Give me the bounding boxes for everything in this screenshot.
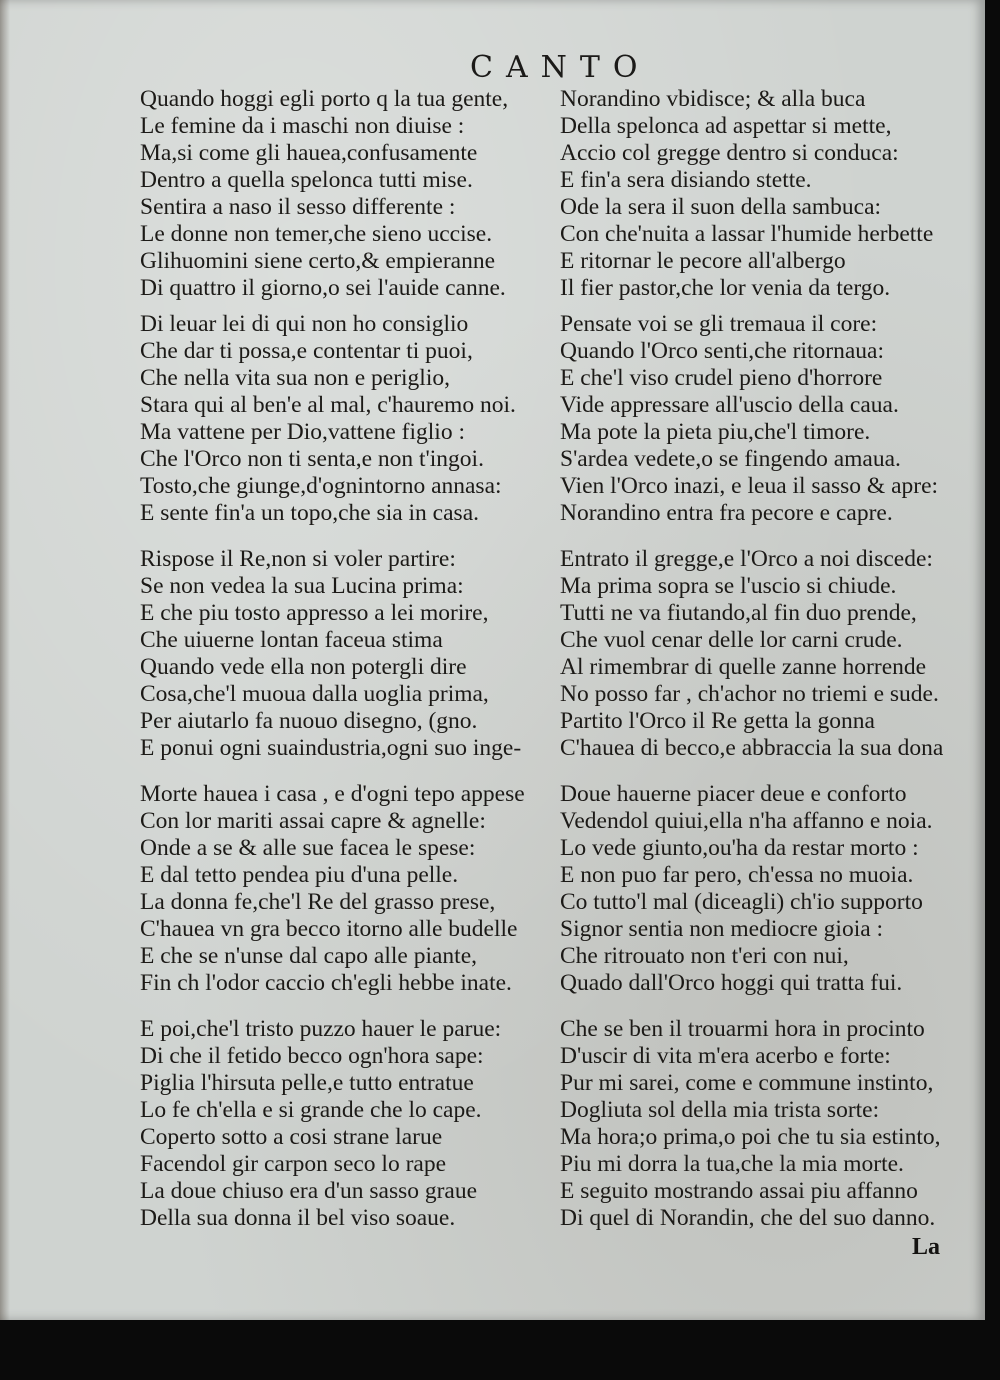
verse-line: Ma vattene per Dio,vattene figlio : xyxy=(140,419,465,445)
verse-line: Quando hoggi egli porto q la tua gente, xyxy=(140,86,509,112)
verse-line: Di quel di Norandin, che del suo danno. xyxy=(560,1205,936,1231)
stanza xyxy=(560,546,943,762)
verse-line: Lo vede giunto,ou'ha da restar morto : xyxy=(560,835,919,861)
verse-line: Vien l'Orco inazi, e leua il sasso & apre: xyxy=(560,473,939,499)
verse-line: Le femine da i maschi non diuise : xyxy=(140,113,465,139)
verse-line: Vide appressare all'uscio della caua. xyxy=(560,392,899,418)
verse-line: Per aiutarlo fa nuouo disegno, (gno. xyxy=(140,708,478,734)
verse-line: E seguito mostrando assai piu affanno xyxy=(560,1178,918,1204)
verse-line: Ma pote la pieta piu,che'l timore. xyxy=(560,419,871,445)
verse-line: Che se ben il trouarmi hora in procinto xyxy=(560,1016,925,1042)
verse-line: Di quattro il giorno,o sei l'auide canne. xyxy=(140,275,506,301)
verse-line: Vedendol quiui,ella n'ha affanno e noia. xyxy=(560,808,933,834)
verse-line: Quando l'Orco senti,che ritornaua: xyxy=(560,338,884,364)
verse-line: Tosto,che giunge,d'ognintorno annasa: xyxy=(140,473,502,499)
verse-line: Piu mi dorra la tua,che la mia morte. xyxy=(560,1151,904,1177)
verse-line: Con lor mariti assai capre & agnelle: xyxy=(140,808,486,834)
verse-line: E poi,che'l tristo puzzo hauer le parue: xyxy=(140,1016,502,1042)
verse-line: No posso far , ch'achor no triemi e sude. xyxy=(560,681,939,707)
verse-line: Ma prima sopra se l'uscio si chiude. xyxy=(560,573,897,599)
verse-line: Norandino entra fra pecore e capre. xyxy=(560,500,893,526)
verse-line: Di leuar lei di qui non ho consiglio xyxy=(140,311,469,337)
verse-line: E che piu tosto appresso a lei morire, xyxy=(140,600,489,626)
verse-line: Norandino vbidisce; & alla buca xyxy=(560,86,866,112)
verse-line: Della spelonca ad aspettar si mette, xyxy=(560,113,892,139)
verse-line: Accio col gregge dentro si conduca: xyxy=(560,140,899,166)
verse-line: E fin'a sera disiando stette. xyxy=(560,167,812,193)
verse-line: Di che il fetido becco ogn'hora sape: xyxy=(140,1043,484,1069)
stanza xyxy=(140,311,516,527)
verse-line: E sente fin'a un topo,che sia in casa. xyxy=(140,500,479,526)
verse-line: C'hauea di becco,e abbraccia la sua dona xyxy=(560,735,944,761)
verse-line: Della sua donna il bel viso soaue. xyxy=(140,1205,456,1231)
verse-line: La donna fe,che'l Re del grasso prese, xyxy=(140,889,496,915)
verse-line: Dentro a quella spelonca tutti mise. xyxy=(140,167,473,193)
verse-line: E che'l viso crudel pieno d'horrore xyxy=(560,365,883,391)
verse-line: Se non vedea la sua Lucina prima: xyxy=(140,573,464,599)
verse-line: Cosa,che'l muoua dalla uoglia prima, xyxy=(140,681,489,707)
verse-line: E ponui ogni suaindustria,ogni suo inge- xyxy=(140,735,522,761)
verse-line: Che nella vita sua non e periglio, xyxy=(140,365,450,391)
verse-line: Che vuol cenar delle lor carni crude. xyxy=(560,627,903,653)
verse-line: Morte hauea i casa , e d'ogni tepo appese xyxy=(140,781,525,807)
verse-line: Che l'Orco non ti senta,e non t'ingoi. xyxy=(140,446,484,472)
stanza xyxy=(560,781,933,997)
verse-line: Entrato il gregge,e l'Orco a noi discede: xyxy=(560,546,933,572)
verse-line: Facendol gir carpon seco lo rape xyxy=(140,1151,447,1177)
stanza xyxy=(140,1016,501,1232)
stanza xyxy=(560,1016,941,1232)
verse-line: S'ardea vedete,o se fingendo amaua. xyxy=(560,446,901,472)
verse-line: D'uscir di vita m'era acerbo e forte: xyxy=(560,1043,891,1069)
verse-line: E dal tetto pendea piu d'una pelle. xyxy=(140,862,459,888)
running-head: CANTO xyxy=(470,50,651,85)
stanza xyxy=(140,86,508,302)
verse-line: Doue hauerne piacer deue e conforto xyxy=(560,781,907,807)
verse-line: Glihuomini siene certo,& empieranne xyxy=(140,248,496,274)
page-gutter-shadow xyxy=(0,0,10,1320)
verse-line: Pensate voi se gli tremaua il core: xyxy=(560,311,878,337)
stanza xyxy=(560,311,938,527)
verse-line: Pur mi sarei, come e commune instinto, xyxy=(560,1070,934,1096)
stanza xyxy=(560,86,933,302)
verse-line: Coperto sotto a cosi strane larue xyxy=(140,1124,443,1150)
verse-line: Tutti ne va fiutando,al fin duo prende, xyxy=(560,600,917,626)
verse-line: Piglia l'hirsuta pelle,e tutto entratue xyxy=(140,1070,474,1096)
verse-line: Sentira a naso il sesso differente : xyxy=(140,194,456,220)
verse-line: E che se n'unse dal capo alle piante, xyxy=(140,943,478,969)
verse-line: Ode la sera il suon della sambuca: xyxy=(560,194,882,220)
verse-line: Ma hora;o prima,o poi che tu sia estinto, xyxy=(560,1124,941,1150)
verse-line: Ma,si come gli hauea,confusamente xyxy=(140,140,478,166)
catchword: La xyxy=(912,1234,941,1260)
verse-line: Fin ch l'odor caccio ch'egli hebbe inate. xyxy=(140,970,512,996)
verse-line: Il fier pastor,che lor venia da tergo. xyxy=(560,275,891,301)
verse-line: Lo fe ch'ella e si grande che lo cape. xyxy=(140,1097,482,1123)
verse-line: Che ritrouato non t'eri con nui, xyxy=(560,943,849,969)
verse-line: Dogliuta sol della mia trista sorte: xyxy=(560,1097,880,1123)
verse-line: E non puo far pero, ch'essa no muoia. xyxy=(560,862,914,888)
verse-line: Che uiuerne lontan faceua stima xyxy=(140,627,443,653)
verse-line: C'hauea vn gra becco itorno alle budelle xyxy=(140,916,518,942)
verse-line: Le donne non temer,che sieno uccise. xyxy=(140,221,493,247)
verse-line: Partito l'Orco il Re getta la gonna xyxy=(560,708,875,734)
verse-line: Stara qui al ben'e al mal, c'hauremo noi. xyxy=(140,392,516,418)
verse-line: E ritornar le pecore all'albergo xyxy=(560,248,846,274)
verse-line: Rispose il Re,non si voler partire: xyxy=(140,546,456,572)
verse-line: La doue chiuso era d'un sasso graue xyxy=(140,1178,478,1204)
verse-line: Co tutto'l mal (diceagli) ch'io supporto xyxy=(560,889,923,915)
verse-line: Onde a se & alle sue facea le spese: xyxy=(140,835,476,861)
stanza xyxy=(140,781,525,997)
verse-line: Quando vede ella non potergli dire xyxy=(140,654,467,680)
verse-line: Al rimembrar di quelle zanne horrende xyxy=(560,654,927,680)
verse-line: Quado dall'Orco hoggi qui tratta fui. xyxy=(560,970,903,996)
stanza xyxy=(140,546,521,762)
verse-line: Con che'nuita a lassar l'humide herbette xyxy=(560,221,934,247)
verse-line: Signor sentia non mediocre gioia : xyxy=(560,916,884,942)
verse-line: Che dar ti possa,e contentar ti puoi, xyxy=(140,338,473,364)
